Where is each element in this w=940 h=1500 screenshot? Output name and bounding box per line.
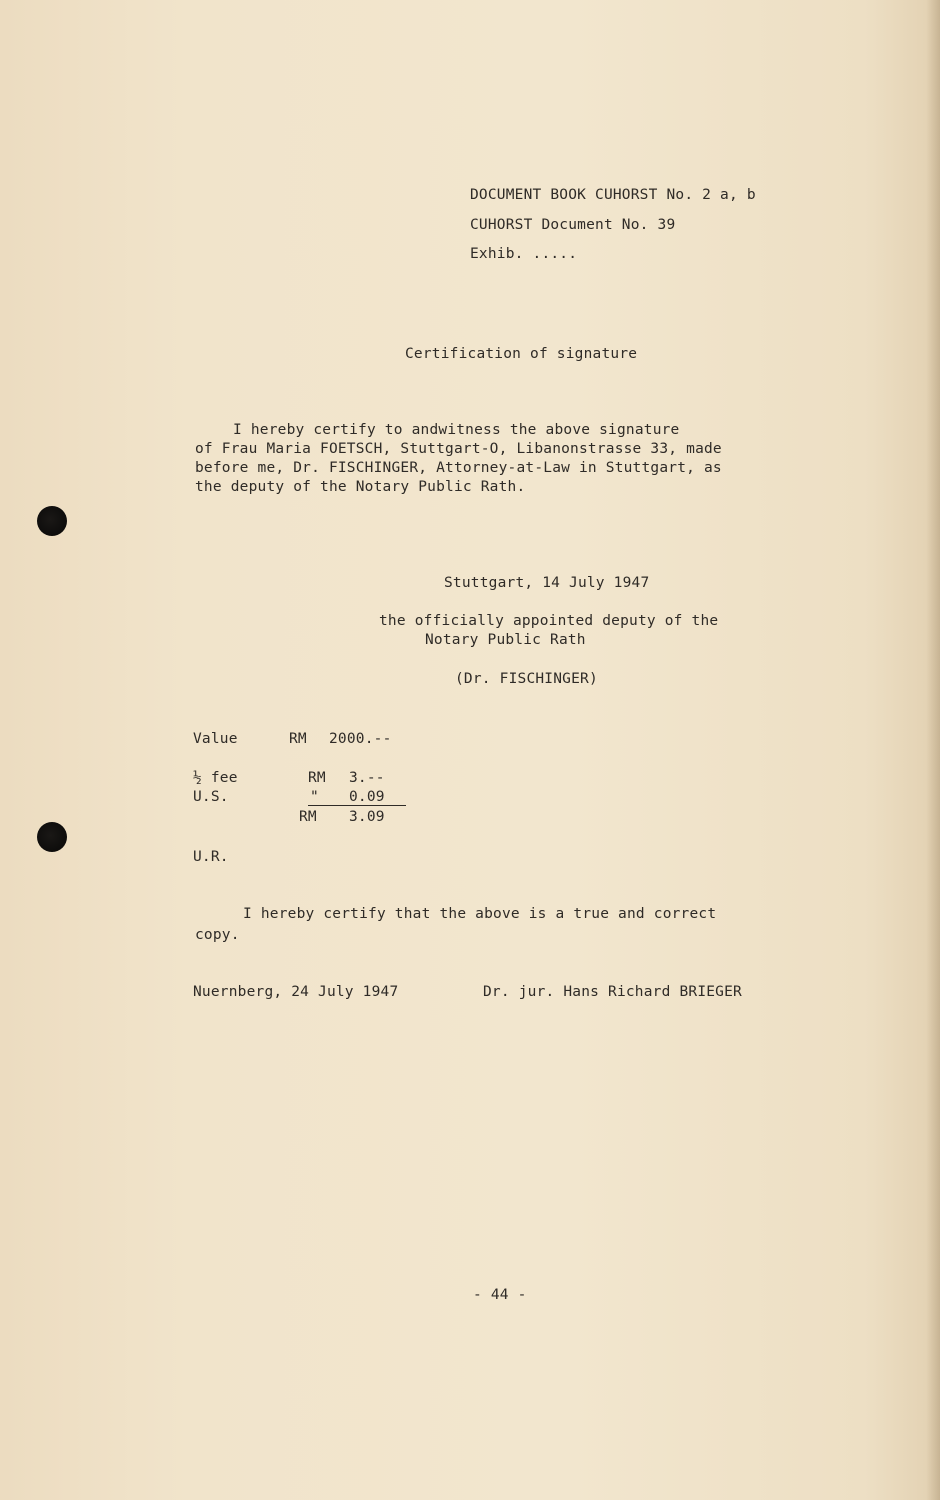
- page-title: Certification of signature: [405, 346, 638, 362]
- fee-us-currency: ": [310, 789, 319, 805]
- closing-place-date: Nuernberg, 24 July 1947: [193, 984, 399, 1000]
- certification-line: I hereby certify to andwitness the above signature: [233, 422, 680, 438]
- copy-certification-line: copy.: [195, 927, 240, 943]
- fee-half-currency: RM: [308, 770, 326, 786]
- fee-half-amount: 3.--: [349, 770, 385, 786]
- fee-ur-label: U.R.: [193, 849, 229, 865]
- copy-certification-line: I hereby certify that the above is a true and correct: [243, 906, 717, 922]
- fee-total-currency: RM: [299, 809, 317, 825]
- deputy-name: (Dr. FISCHINGER): [455, 671, 598, 687]
- fee-value-label: Value: [193, 731, 238, 747]
- certification-line: of Frau Maria FOETSCH, Stuttgart-O, Libanonstrasse 33, made: [195, 441, 722, 457]
- punch-hole-icon: [37, 506, 67, 536]
- fee-half-label: ½ fee: [193, 770, 238, 786]
- deputy-line: the officially appointed deputy of the: [379, 613, 719, 629]
- place-date: Stuttgart, 14 July 1947: [444, 575, 650, 591]
- fee-total-amount: 3.09: [349, 809, 385, 825]
- header-document-no: CUHORST Document No. 39: [470, 217, 676, 233]
- certification-line: the deputy of the Notary Public Rath.: [195, 479, 526, 495]
- header-book: DOCUMENT BOOK CUHORST No. 2 a, b: [470, 187, 756, 203]
- certification-line: before me, Dr. FISCHINGER, Attorney-at-Law in Stuttgart, as: [195, 460, 722, 476]
- closing-signatory: Dr. jur. Hans Richard BRIEGER: [483, 984, 742, 1000]
- fee-us-label: U.S.: [193, 789, 229, 805]
- fee-value-currency: RM: [289, 731, 307, 747]
- page-number: - 44 -: [473, 1287, 527, 1303]
- fee-value-amount: 2000.--: [329, 731, 392, 747]
- page-edge-shadow: [926, 0, 940, 1500]
- punch-hole-icon: [37, 822, 67, 852]
- deputy-line: Notary Public Rath: [425, 632, 586, 648]
- fee-us-amount: 0.09: [349, 789, 385, 805]
- header-exhibit: Exhib. .....: [470, 246, 578, 262]
- fee-sum-rule: [308, 805, 406, 806]
